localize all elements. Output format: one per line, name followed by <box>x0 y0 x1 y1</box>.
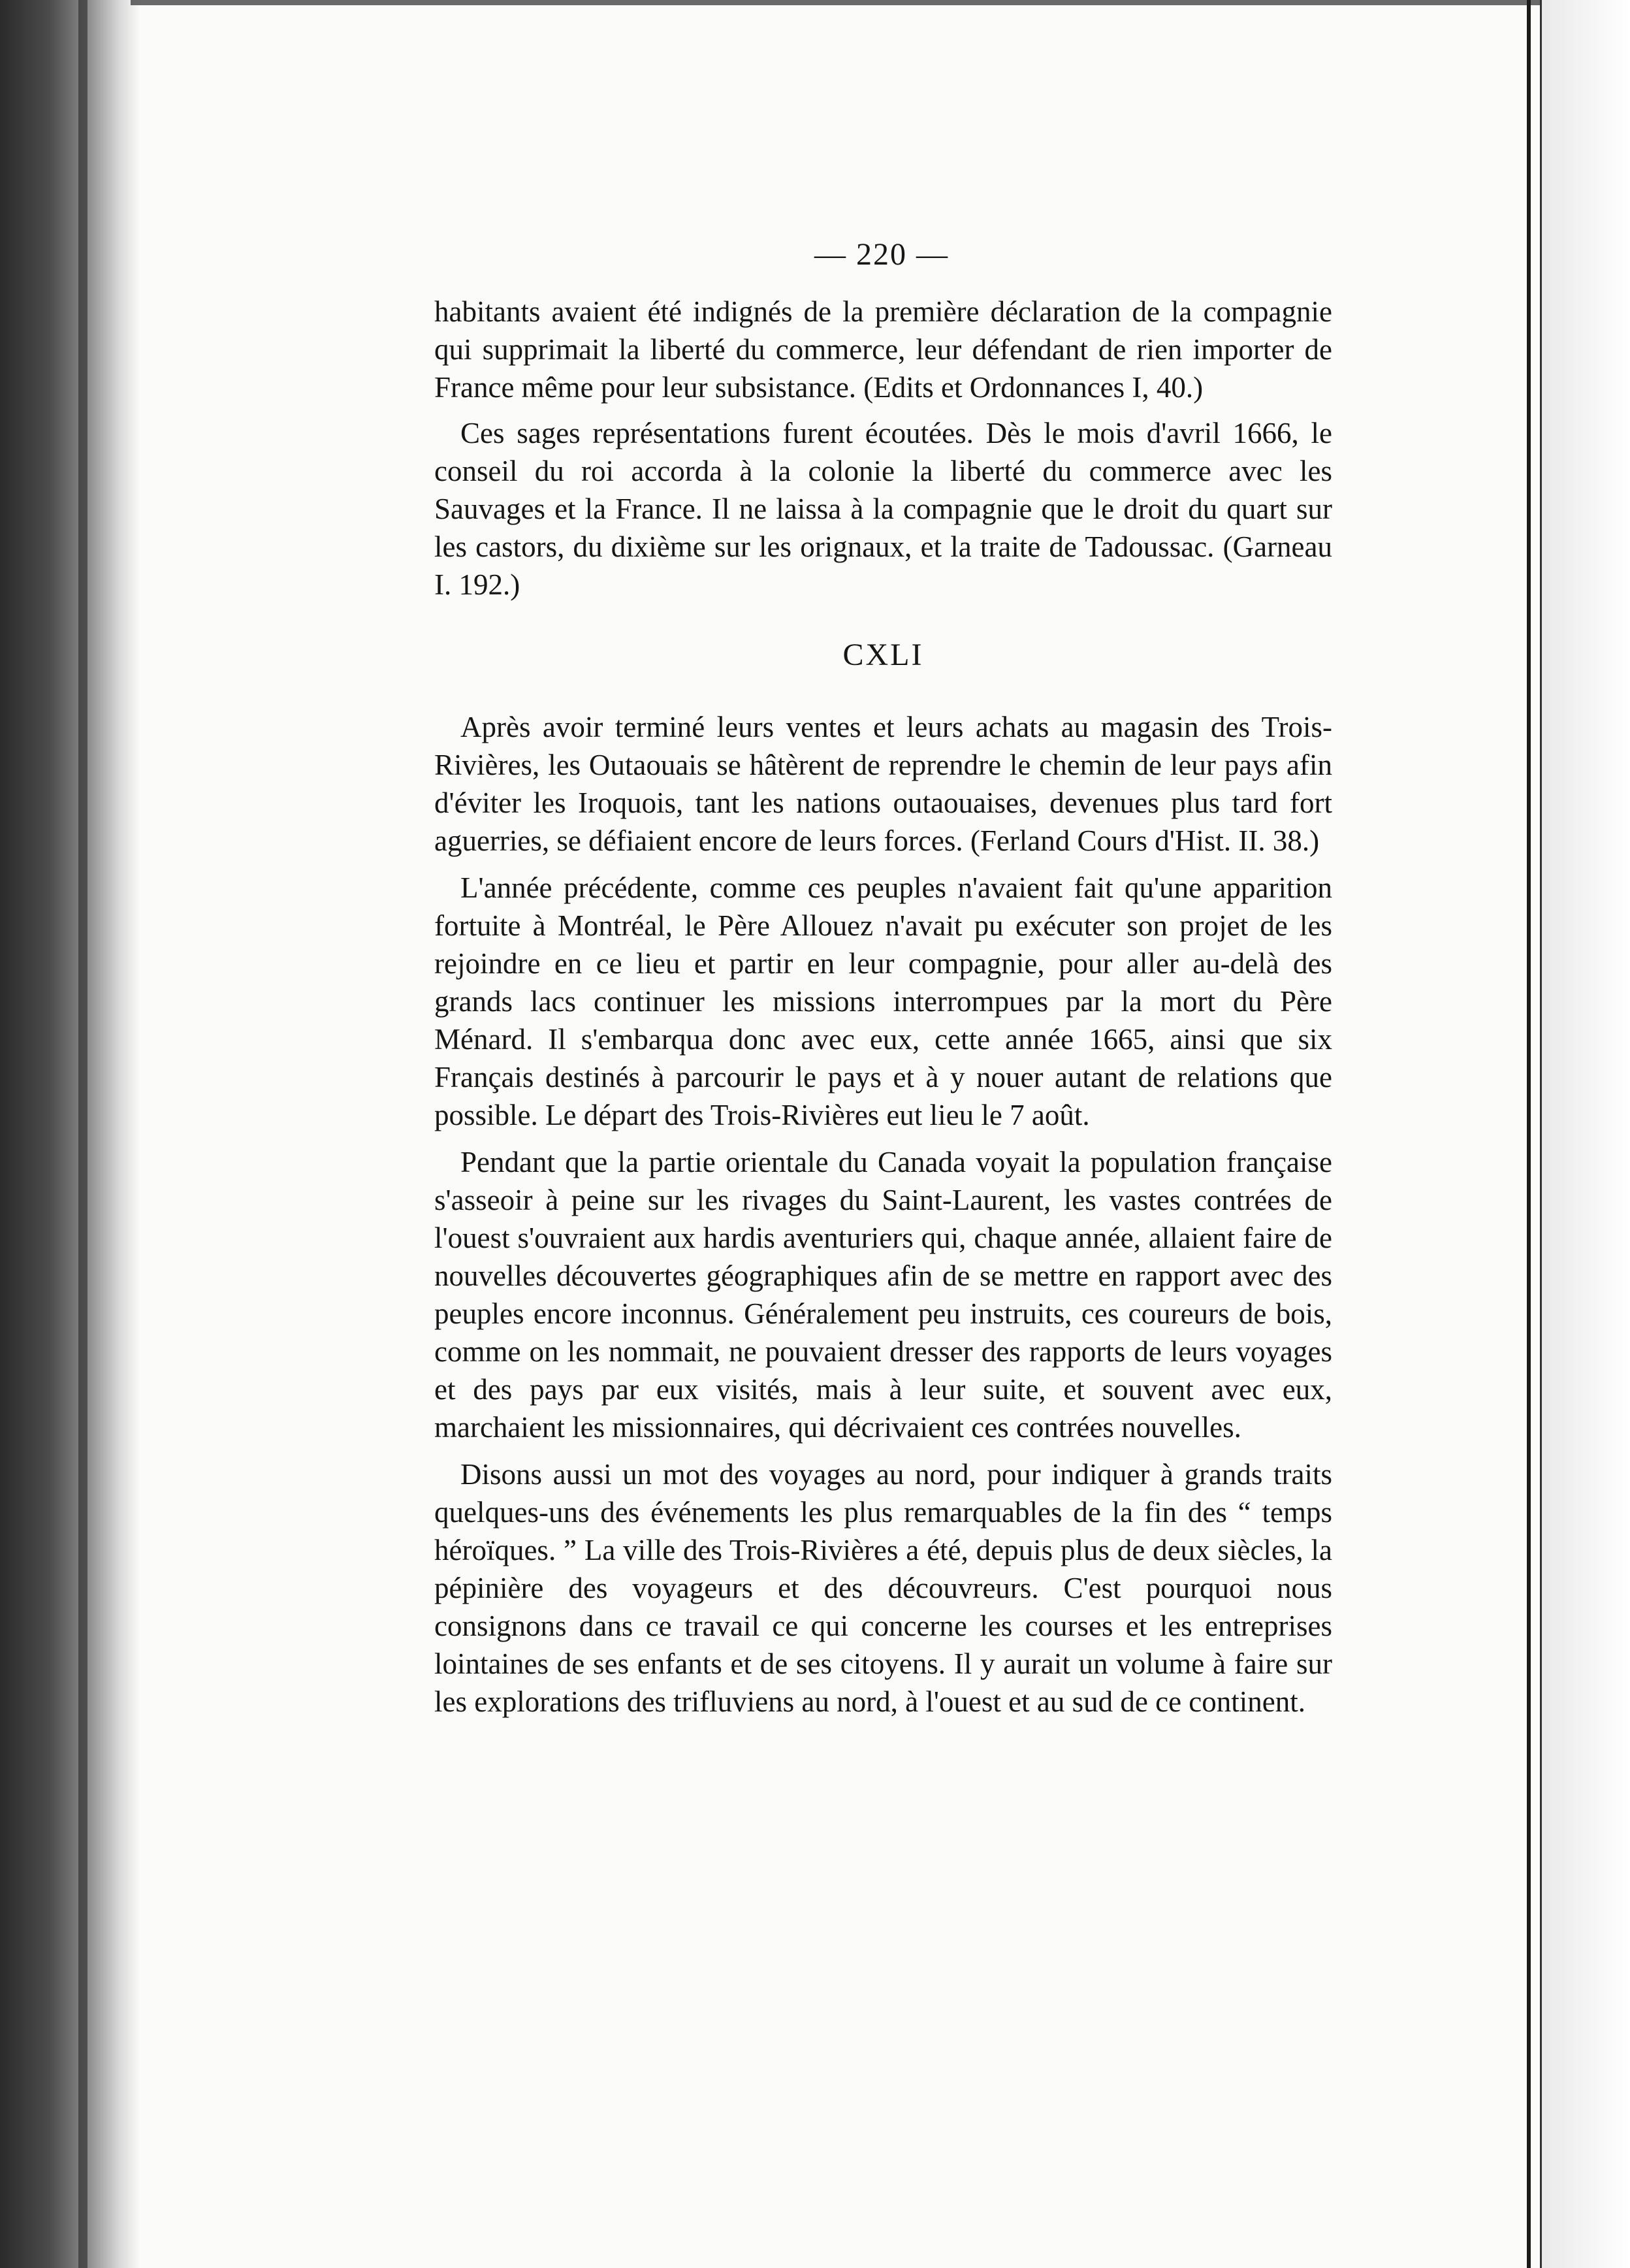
page-number: — 220 — <box>814 237 949 272</box>
top-edge <box>131 0 1541 5</box>
paragraph-1: habitants avaient été indignés de la première déclaration de la compagnie qui supprimait la liberté du commerce, leur défendant de rien importer de France même pour leur subsistance. (Edits et Ordonnances I, 40.) <box>434 295 1332 404</box>
gutter-streak <box>78 0 88 2268</box>
body-text <box>434 293 1332 1730</box>
paragraph-2: Ces sages représentations furent écoutées. Dès le mois d'avril 1666, le conseil du roi accorda à la colonie la liberté du commerce avec les Sauvages et la France. Il ne laissa à la compagnie que le droit du quart sur les castors, du dixième sur les orignaux, et la traite de Tadoussac. (Garneau I. 192.) <box>434 417 1332 601</box>
right-page-border <box>1527 0 1531 2268</box>
paragraph-4: L'année précédente, comme ces peuples n'avaient fait qu'une apparition fortuite à Montréal, le Père Allouez n'avait pu exécuter son projet de les rejoindre en ce lieu et partir en leur compagnie, pour aller au-delà des grands lacs continuer les missions interrompues par la mort du Père Ménard. Il s'embarqua donc avec eux, cette année 1665, ainsi que six Français destinés à parcourir le pays et à y nouer autant de relations que possible. Le départ des Trois-Rivières eut lieu le 7 août. <box>434 871 1332 1131</box>
paragraph-6: Disons aussi un mot des voyages au nord, pour indiquer à grands traits quelques-uns des événements les plus remarquables de la fin des “ temps héroïques. ” La ville des Trois-Rivières a été, depuis plus de deux siècles, la pépinière des voyageurs et des découvreurs. C'est pourquoi nous consignons dans ce travail ce qui concerne les courses et les entreprises lointaines de ses enfants et de ses citoyens. Il y aurait un volume à faire sur les explorations des trifluviens au nord, à l'ouest et au sud de ce continent. <box>434 1458 1332 1718</box>
paragraph-5: Pendant que la partie orientale du Canada voyait la population française s'asseoir à peine sur les rivages du Saint-Laurent, les vastes contrées de l'ouest s'ouvraient aux hardis aventuriers qui, chaque année, allaient faire de nouvelles découvertes géographiques afin de se mettre en rapport avec des peuples encore inconnus. Généralement peu instruits, ces coureurs de bois, comme on les nommait, ne pouvaient dresser des rapports de leurs voyages et des pays par eux visités, mais à leur suite, et souvent avec eux, marchaient les missionnaires, qui décrivaient ces contrées nouvelles. <box>434 1146 1332 1444</box>
left-gutter-shadow <box>0 0 140 2268</box>
paragraph-3: Après avoir terminé leurs ventes et leurs achats au magasin des Trois-Rivières, les Outaouais se hâtèrent de reprendre le chemin de leur pays afin d'éviter les Iroquois, tant les nations outaouaises, devenues plus tard fort aguerries, se défiaient encore de leurs forces. (Ferland Cours d'Hist. II. 38.) <box>434 711 1332 857</box>
section-heading: CXLI <box>842 638 924 672</box>
right-margin <box>1542 0 1630 2268</box>
